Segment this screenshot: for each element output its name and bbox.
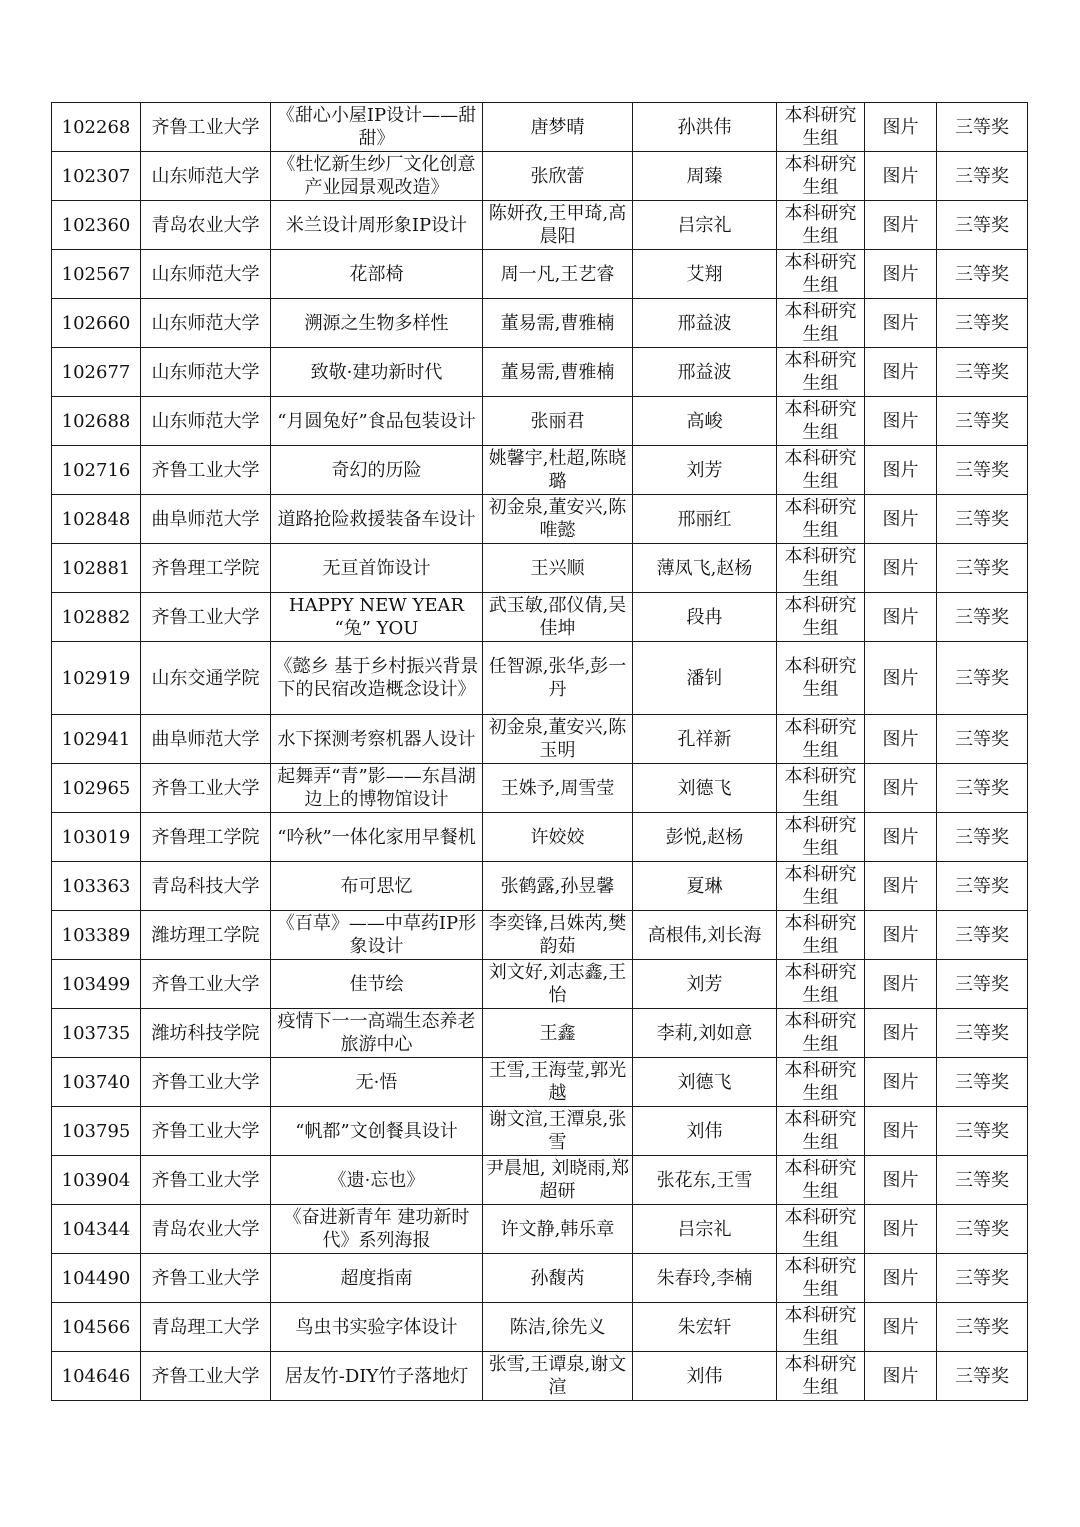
authors-cell: 谢文渲,王潭泉,张雪 bbox=[483, 1107, 633, 1156]
group-cell: 本科研究生组 bbox=[777, 960, 865, 1009]
table-row bbox=[52, 152, 1028, 201]
table-row bbox=[52, 1254, 1028, 1303]
entry-id-cell: 102848 bbox=[52, 495, 141, 544]
advisor-cell: 孙洪伟 bbox=[633, 103, 777, 152]
advisor-cell: 刘伟 bbox=[633, 1352, 777, 1401]
advisor-cell: 刘德飞 bbox=[633, 1058, 777, 1107]
school-name-cell: 齐鲁工业大学 bbox=[141, 764, 271, 813]
advisor-cell: 刘芳 bbox=[633, 960, 777, 1009]
authors-cell: 陈洁,徐先义 bbox=[483, 1303, 633, 1352]
group-cell: 本科研究生组 bbox=[777, 250, 865, 299]
advisor-cell: 邢益波 bbox=[633, 348, 777, 397]
group-cell: 本科研究生组 bbox=[777, 764, 865, 813]
authors-cell: 刘文好,刘志鑫,王怡 bbox=[483, 960, 633, 1009]
entry-id-cell: 104646 bbox=[52, 1352, 141, 1401]
category-cell: 图片 bbox=[865, 1058, 937, 1107]
work-title-cell: 超度指南 bbox=[271, 1254, 483, 1303]
group-cell: 本科研究生组 bbox=[777, 1254, 865, 1303]
work-title-cell: “帆都”文创餐具设计 bbox=[271, 1107, 483, 1156]
authors-cell: 周一凡,王艺睿 bbox=[483, 250, 633, 299]
entry-id-cell: 102919 bbox=[52, 642, 141, 715]
work-title-cell: 疫情下一一高端生态养老旅游中心 bbox=[271, 1009, 483, 1058]
work-title-cell: 道路抢险救援装备车设计 bbox=[271, 495, 483, 544]
advisor-cell: 刘伟 bbox=[633, 1107, 777, 1156]
authors-cell: 初金泉,董安兴,陈玉明 bbox=[483, 715, 633, 764]
category-cell: 图片 bbox=[865, 764, 937, 813]
awards-table bbox=[51, 102, 1028, 1401]
group-cell: 本科研究生组 bbox=[777, 1352, 865, 1401]
group-cell: 本科研究生组 bbox=[777, 911, 865, 960]
table-row bbox=[52, 1156, 1028, 1205]
category-cell: 图片 bbox=[865, 1352, 937, 1401]
work-title-cell: 《甜心小屋IP设计——甜甜》 bbox=[271, 103, 483, 152]
award-cell: 三等奖 bbox=[937, 397, 1028, 446]
authors-cell: 李奕锋,吕姝芮,樊韵茹 bbox=[483, 911, 633, 960]
authors-cell: 王姝予,周雪莹 bbox=[483, 764, 633, 813]
school-name-cell: 齐鲁理工学院 bbox=[141, 544, 271, 593]
group-cell: 本科研究生组 bbox=[777, 152, 865, 201]
work-title-cell: 《牡忆新生纱厂文化创意产业园景观改造》 bbox=[271, 152, 483, 201]
entry-id-cell: 103740 bbox=[52, 1058, 141, 1107]
school-name-cell: 齐鲁工业大学 bbox=[141, 1352, 271, 1401]
entry-id-cell: 103735 bbox=[52, 1009, 141, 1058]
category-cell: 图片 bbox=[865, 715, 937, 764]
category-cell: 图片 bbox=[865, 397, 937, 446]
work-title-cell: 致敬·建功新时代 bbox=[271, 348, 483, 397]
table-row bbox=[52, 1352, 1028, 1401]
advisor-cell: 刘德飞 bbox=[633, 764, 777, 813]
school-name-cell: 齐鲁工业大学 bbox=[141, 960, 271, 1009]
school-name-cell: 山东师范大学 bbox=[141, 397, 271, 446]
award-cell: 三等奖 bbox=[937, 1205, 1028, 1254]
entry-id-cell: 102882 bbox=[52, 593, 141, 642]
category-cell: 图片 bbox=[865, 1156, 937, 1205]
table-row bbox=[52, 1058, 1028, 1107]
table-row bbox=[52, 544, 1028, 593]
table-row bbox=[52, 446, 1028, 495]
category-cell: 图片 bbox=[865, 201, 937, 250]
table-row bbox=[52, 642, 1028, 715]
table-row bbox=[52, 715, 1028, 764]
entry-id-cell: 102660 bbox=[52, 299, 141, 348]
award-cell: 三等奖 bbox=[937, 764, 1028, 813]
group-cell: 本科研究生组 bbox=[777, 495, 865, 544]
school-name-cell: 青岛理工大学 bbox=[141, 1303, 271, 1352]
authors-cell: 王鑫 bbox=[483, 1009, 633, 1058]
work-title-cell: 花部椅 bbox=[271, 250, 483, 299]
work-title-cell: 无·悟 bbox=[271, 1058, 483, 1107]
school-name-cell: 齐鲁工业大学 bbox=[141, 1058, 271, 1107]
school-name-cell: 曲阜师范大学 bbox=[141, 495, 271, 544]
award-cell: 三等奖 bbox=[937, 348, 1028, 397]
work-title-cell: 《奋进新青年 建功新时代》系列海报 bbox=[271, 1205, 483, 1254]
work-title-cell: 《百草》——中草药IP形象设计 bbox=[271, 911, 483, 960]
category-cell: 图片 bbox=[865, 544, 937, 593]
category-cell: 图片 bbox=[865, 152, 937, 201]
school-name-cell: 青岛农业大学 bbox=[141, 201, 271, 250]
work-title-cell: 《遗·忘也》 bbox=[271, 1156, 483, 1205]
advisor-cell: 高根伟,刘长海 bbox=[633, 911, 777, 960]
authors-cell: 张雪,王谭泉,谢文渲 bbox=[483, 1352, 633, 1401]
category-cell: 图片 bbox=[865, 862, 937, 911]
entry-id-cell: 104490 bbox=[52, 1254, 141, 1303]
school-name-cell: 齐鲁工业大学 bbox=[141, 1107, 271, 1156]
work-title-cell: 佳节绘 bbox=[271, 960, 483, 1009]
table-row bbox=[52, 495, 1028, 544]
award-cell: 三等奖 bbox=[937, 1107, 1028, 1156]
table-row bbox=[52, 250, 1028, 299]
table-row bbox=[52, 911, 1028, 960]
category-cell: 图片 bbox=[865, 250, 937, 299]
category-cell: 图片 bbox=[865, 1205, 937, 1254]
category-cell: 图片 bbox=[865, 446, 937, 495]
award-cell: 三等奖 bbox=[937, 103, 1028, 152]
entry-id-cell: 102941 bbox=[52, 715, 141, 764]
group-cell: 本科研究生组 bbox=[777, 1107, 865, 1156]
category-cell: 图片 bbox=[865, 299, 937, 348]
advisor-cell: 彭悦,赵杨 bbox=[633, 813, 777, 862]
group-cell: 本科研究生组 bbox=[777, 1058, 865, 1107]
award-cell: 三等奖 bbox=[937, 862, 1028, 911]
group-cell: 本科研究生组 bbox=[777, 1205, 865, 1254]
advisor-cell: 朱春玲,李楠 bbox=[633, 1254, 777, 1303]
entry-id-cell: 102688 bbox=[52, 397, 141, 446]
table-row bbox=[52, 201, 1028, 250]
school-name-cell: 齐鲁工业大学 bbox=[141, 1254, 271, 1303]
entry-id-cell: 102965 bbox=[52, 764, 141, 813]
authors-cell: 王兴顺 bbox=[483, 544, 633, 593]
award-cell: 三等奖 bbox=[937, 1303, 1028, 1352]
award-cell: 三等奖 bbox=[937, 1009, 1028, 1058]
award-cell: 三等奖 bbox=[937, 495, 1028, 544]
entry-id-cell: 102307 bbox=[52, 152, 141, 201]
award-cell: 三等奖 bbox=[937, 593, 1028, 642]
entry-id-cell: 102677 bbox=[52, 348, 141, 397]
category-cell: 图片 bbox=[865, 593, 937, 642]
authors-cell: 董易需,曹雅楠 bbox=[483, 348, 633, 397]
school-name-cell: 曲阜师范大学 bbox=[141, 715, 271, 764]
advisor-cell: 邢益波 bbox=[633, 299, 777, 348]
group-cell: 本科研究生组 bbox=[777, 813, 865, 862]
award-cell: 三等奖 bbox=[937, 1058, 1028, 1107]
school-name-cell: 山东交通学院 bbox=[141, 642, 271, 715]
advisor-cell: 朱宏轩 bbox=[633, 1303, 777, 1352]
entry-id-cell: 103795 bbox=[52, 1107, 141, 1156]
category-cell: 图片 bbox=[865, 495, 937, 544]
entry-id-cell: 102360 bbox=[52, 201, 141, 250]
advisor-cell: 周臻 bbox=[633, 152, 777, 201]
school-name-cell: 青岛农业大学 bbox=[141, 1205, 271, 1254]
entry-id-cell: 103904 bbox=[52, 1156, 141, 1205]
category-cell: 图片 bbox=[865, 1009, 937, 1058]
group-cell: 本科研究生组 bbox=[777, 862, 865, 911]
category-cell: 图片 bbox=[865, 1254, 937, 1303]
authors-cell: 孙馥芮 bbox=[483, 1254, 633, 1303]
category-cell: 图片 bbox=[865, 813, 937, 862]
entry-id-cell: 103019 bbox=[52, 813, 141, 862]
group-cell: 本科研究生组 bbox=[777, 593, 865, 642]
award-cell: 三等奖 bbox=[937, 813, 1028, 862]
group-cell: 本科研究生组 bbox=[777, 544, 865, 593]
category-cell: 图片 bbox=[865, 1107, 937, 1156]
award-cell: 三等奖 bbox=[937, 1254, 1028, 1303]
authors-cell: 董易需,曹雅楠 bbox=[483, 299, 633, 348]
work-title-cell: 布可思忆 bbox=[271, 862, 483, 911]
advisor-cell: 吕宗礼 bbox=[633, 201, 777, 250]
advisor-cell: 夏琳 bbox=[633, 862, 777, 911]
authors-cell: 武玉敏,邵仪倩,吴佳坤 bbox=[483, 593, 633, 642]
award-cell: 三等奖 bbox=[937, 960, 1028, 1009]
school-name-cell: 齐鲁理工学院 bbox=[141, 813, 271, 862]
authors-cell: 张鹤露,孙昱馨 bbox=[483, 862, 633, 911]
work-title-cell: 《懿乡 基于乡村振兴背景下的民宿改造概念设计》 bbox=[271, 642, 483, 715]
advisor-cell: 艾翔 bbox=[633, 250, 777, 299]
school-name-cell: 山东师范大学 bbox=[141, 299, 271, 348]
entry-id-cell: 104344 bbox=[52, 1205, 141, 1254]
authors-cell: 姚馨宇,杜超,陈晓璐 bbox=[483, 446, 633, 495]
work-title-cell: 奇幻的历险 bbox=[271, 446, 483, 495]
group-cell: 本科研究生组 bbox=[777, 715, 865, 764]
entry-id-cell: 103363 bbox=[52, 862, 141, 911]
category-cell: 图片 bbox=[865, 642, 937, 715]
award-cell: 三等奖 bbox=[937, 201, 1028, 250]
school-name-cell: 山东师范大学 bbox=[141, 152, 271, 201]
school-name-cell: 齐鲁工业大学 bbox=[141, 446, 271, 495]
table-row bbox=[52, 1303, 1028, 1352]
table-row bbox=[52, 593, 1028, 642]
authors-cell: 王雪,王海莹,郭光越 bbox=[483, 1058, 633, 1107]
advisor-cell: 孔祥新 bbox=[633, 715, 777, 764]
authors-cell: 唐梦晴 bbox=[483, 103, 633, 152]
school-name-cell: 山东师范大学 bbox=[141, 250, 271, 299]
category-cell: 图片 bbox=[865, 1303, 937, 1352]
table-row bbox=[52, 862, 1028, 911]
work-title-cell: 居友竹-DIY竹子落地灯 bbox=[271, 1352, 483, 1401]
school-name-cell: 潍坊理工学院 bbox=[141, 911, 271, 960]
authors-cell: 尹晨旭, 刘晓雨,郑超研 bbox=[483, 1156, 633, 1205]
award-cell: 三等奖 bbox=[937, 1156, 1028, 1205]
authors-cell: 任智源,张华,彭一丹 bbox=[483, 642, 633, 715]
advisor-cell: 李莉,刘如意 bbox=[633, 1009, 777, 1058]
group-cell: 本科研究生组 bbox=[777, 446, 865, 495]
table-row bbox=[52, 960, 1028, 1009]
award-cell: 三等奖 bbox=[937, 911, 1028, 960]
advisor-cell: 刘芳 bbox=[633, 446, 777, 495]
group-cell: 本科研究生组 bbox=[777, 299, 865, 348]
entry-id-cell: 102881 bbox=[52, 544, 141, 593]
work-title-cell: 无亘首饰设计 bbox=[271, 544, 483, 593]
award-cell: 三等奖 bbox=[937, 544, 1028, 593]
award-cell: 三等奖 bbox=[937, 446, 1028, 495]
table-row bbox=[52, 813, 1028, 862]
school-name-cell: 山东师范大学 bbox=[141, 348, 271, 397]
table-row bbox=[52, 1205, 1028, 1254]
group-cell: 本科研究生组 bbox=[777, 1156, 865, 1205]
group-cell: 本科研究生组 bbox=[777, 201, 865, 250]
table-row bbox=[52, 397, 1028, 446]
table-row bbox=[52, 1107, 1028, 1156]
work-title-cell: 水下探测考察机器人设计 bbox=[271, 715, 483, 764]
category-cell: 图片 bbox=[865, 911, 937, 960]
school-name-cell: 齐鲁工业大学 bbox=[141, 103, 271, 152]
advisor-cell: 邢丽红 bbox=[633, 495, 777, 544]
school-name-cell: 潍坊科技学院 bbox=[141, 1009, 271, 1058]
group-cell: 本科研究生组 bbox=[777, 348, 865, 397]
authors-cell: 张欣蕾 bbox=[483, 152, 633, 201]
award-cell: 三等奖 bbox=[937, 299, 1028, 348]
school-name-cell: 青岛科技大学 bbox=[141, 862, 271, 911]
group-cell: 本科研究生组 bbox=[777, 1009, 865, 1058]
work-title-cell: “吟秋”一体化家用早餐机 bbox=[271, 813, 483, 862]
work-title-cell: 鸟虫书实验字体设计 bbox=[271, 1303, 483, 1352]
authors-cell: 许姣姣 bbox=[483, 813, 633, 862]
award-cell: 三等奖 bbox=[937, 715, 1028, 764]
work-title-cell: 米兰设计周形象IP设计 bbox=[271, 201, 483, 250]
award-cell: 三等奖 bbox=[937, 250, 1028, 299]
category-cell: 图片 bbox=[865, 103, 937, 152]
entry-id-cell: 103389 bbox=[52, 911, 141, 960]
work-title-cell: 起舞弄“青”影——东昌湖边上的博物馆设计 bbox=[271, 764, 483, 813]
award-cell: 三等奖 bbox=[937, 1352, 1028, 1401]
entry-id-cell: 103499 bbox=[52, 960, 141, 1009]
work-title-cell: HAPPY NEW YEAR “兔” YOU bbox=[271, 593, 483, 642]
advisor-cell: 段冉 bbox=[633, 593, 777, 642]
work-title-cell: 溯源之生物多样性 bbox=[271, 299, 483, 348]
entry-id-cell: 104566 bbox=[52, 1303, 141, 1352]
group-cell: 本科研究生组 bbox=[777, 397, 865, 446]
authors-cell: 张丽君 bbox=[483, 397, 633, 446]
school-name-cell: 齐鲁工业大学 bbox=[141, 593, 271, 642]
table-row bbox=[52, 348, 1028, 397]
school-name-cell: 齐鲁工业大学 bbox=[141, 1156, 271, 1205]
table-row bbox=[52, 1009, 1028, 1058]
category-cell: 图片 bbox=[865, 960, 937, 1009]
advisor-cell: 薄凤飞,赵杨 bbox=[633, 544, 777, 593]
award-cell: 三等奖 bbox=[937, 152, 1028, 201]
authors-cell: 陈妍孜,王甲琦,高晨阳 bbox=[483, 201, 633, 250]
group-cell: 本科研究生组 bbox=[777, 1303, 865, 1352]
entry-id-cell: 102567 bbox=[52, 250, 141, 299]
entry-id-cell: 102268 bbox=[52, 103, 141, 152]
group-cell: 本科研究生组 bbox=[777, 642, 865, 715]
advisor-cell: 张花东,王雪 bbox=[633, 1156, 777, 1205]
work-title-cell: “月圆兔好”食品包装设计 bbox=[271, 397, 483, 446]
entry-id-cell: 102716 bbox=[52, 446, 141, 495]
authors-cell: 许文静,韩乐章 bbox=[483, 1205, 633, 1254]
advisor-cell: 高峻 bbox=[633, 397, 777, 446]
group-cell: 本科研究生组 bbox=[777, 103, 865, 152]
advisor-cell: 吕宗礼 bbox=[633, 1205, 777, 1254]
category-cell: 图片 bbox=[865, 348, 937, 397]
advisor-cell: 潘钊 bbox=[633, 642, 777, 715]
authors-cell: 初金泉,董安兴,陈唯懿 bbox=[483, 495, 633, 544]
table-row bbox=[52, 103, 1028, 152]
award-cell: 三等奖 bbox=[937, 642, 1028, 715]
table-row bbox=[52, 764, 1028, 813]
table-row bbox=[52, 299, 1028, 348]
